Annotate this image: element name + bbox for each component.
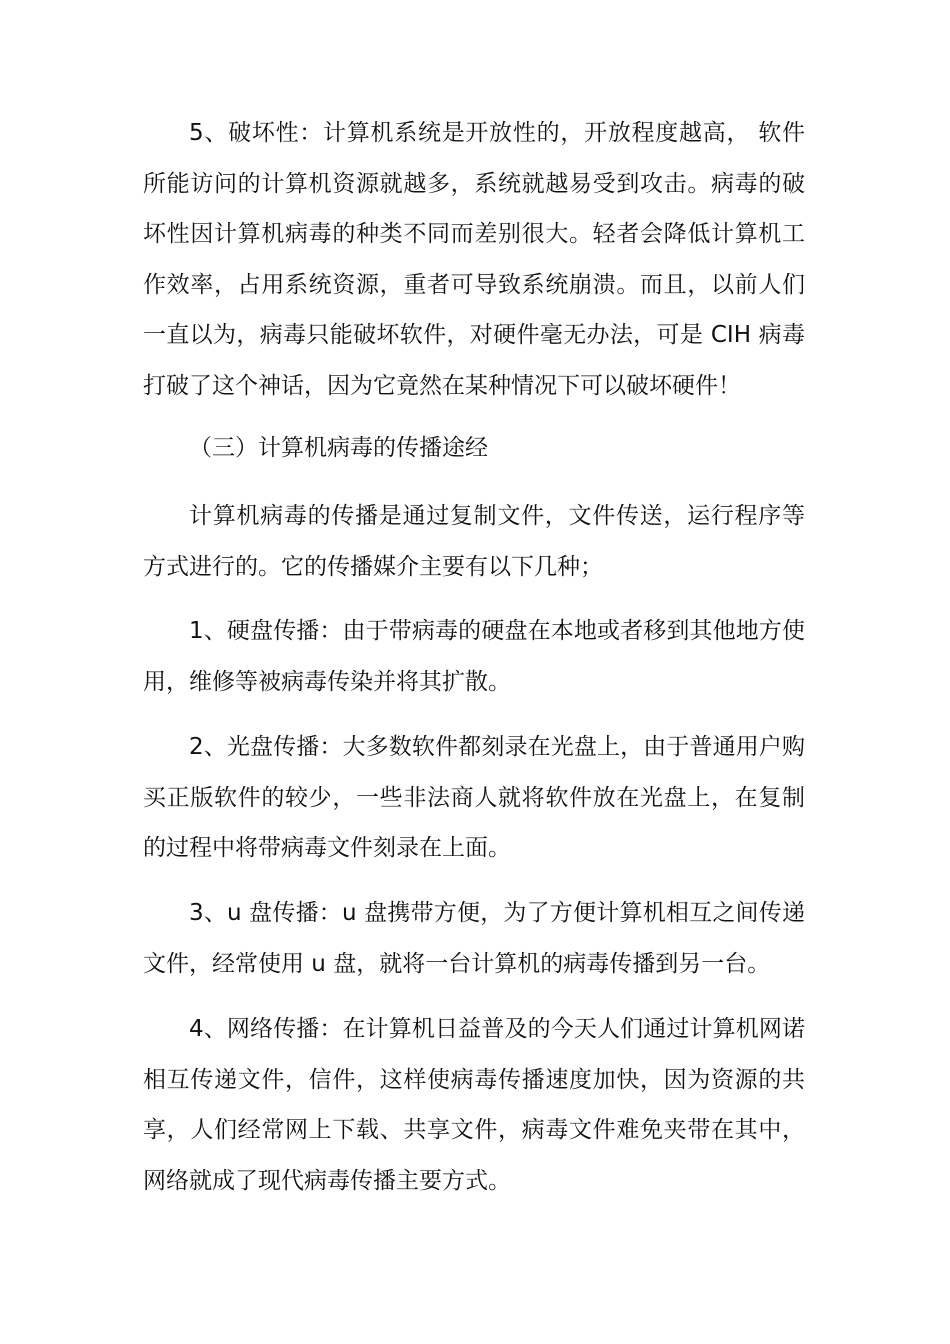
paragraph-destructiveness: 5、破坏性：计算机系统是开放性的，开放程度越高， 软件所能访问的计算机资源就越多，系统就越易受到攻击。病毒的破坏性因计算机病毒的种类不同而差别很大。轻者会降低计算机工作效率，占用系统资源，重者可导致系统崩溃。而且，以前人们一直以为，病毒只能破坏软件，对硬件毫无办法，可是 CIH 病毒打破了这个神话，因为它竟然在某种情况下可以破坏硬件！ [143,120,805,399]
section-heading-transmission-routes: （三）计算机病毒的传播途经 [189,435,488,461]
paragraph-network-transmission: 4、网络传播：在计算机日益普及的今天人们通过计算机网诺相互传递文件，信件，这样使病毒传播速度加快，因为资源的共享，人们经常网上下载、共享文件，病毒文件难免夹带在其中，网络就成了现代病毒传播主要方式。 [143,1016,805,1194]
paragraph-optical-disc-transmission: 2、光盘传播：大多数软件都刻录在光盘上，由于普通用户购买正版软件的较少，一些非法商人就将软件放在光盘上，在复制的过程中将带病毒文件刻录在上面。 [143,734,805,861]
paragraph-usb-transmission: 3、u 盘传播：u 盘携带方便，为了方便计算机相互之间传递文件，经常使用 u 盘，就将一台计算机的病毒传播到另一台。 [143,900,805,977]
paragraph-hard-disk-transmission: 1、硬盘传播：由于带病毒的硬盘在本地或者移到其他地方使用，维修等被病毒传染并将其扩散。 [143,618,805,695]
paragraph-transmission-intro: 计算机病毒的传播是通过复制文件，文件传送，运行程序等方式进行的。它的传播媒介主要有以下几种； [143,503,805,580]
